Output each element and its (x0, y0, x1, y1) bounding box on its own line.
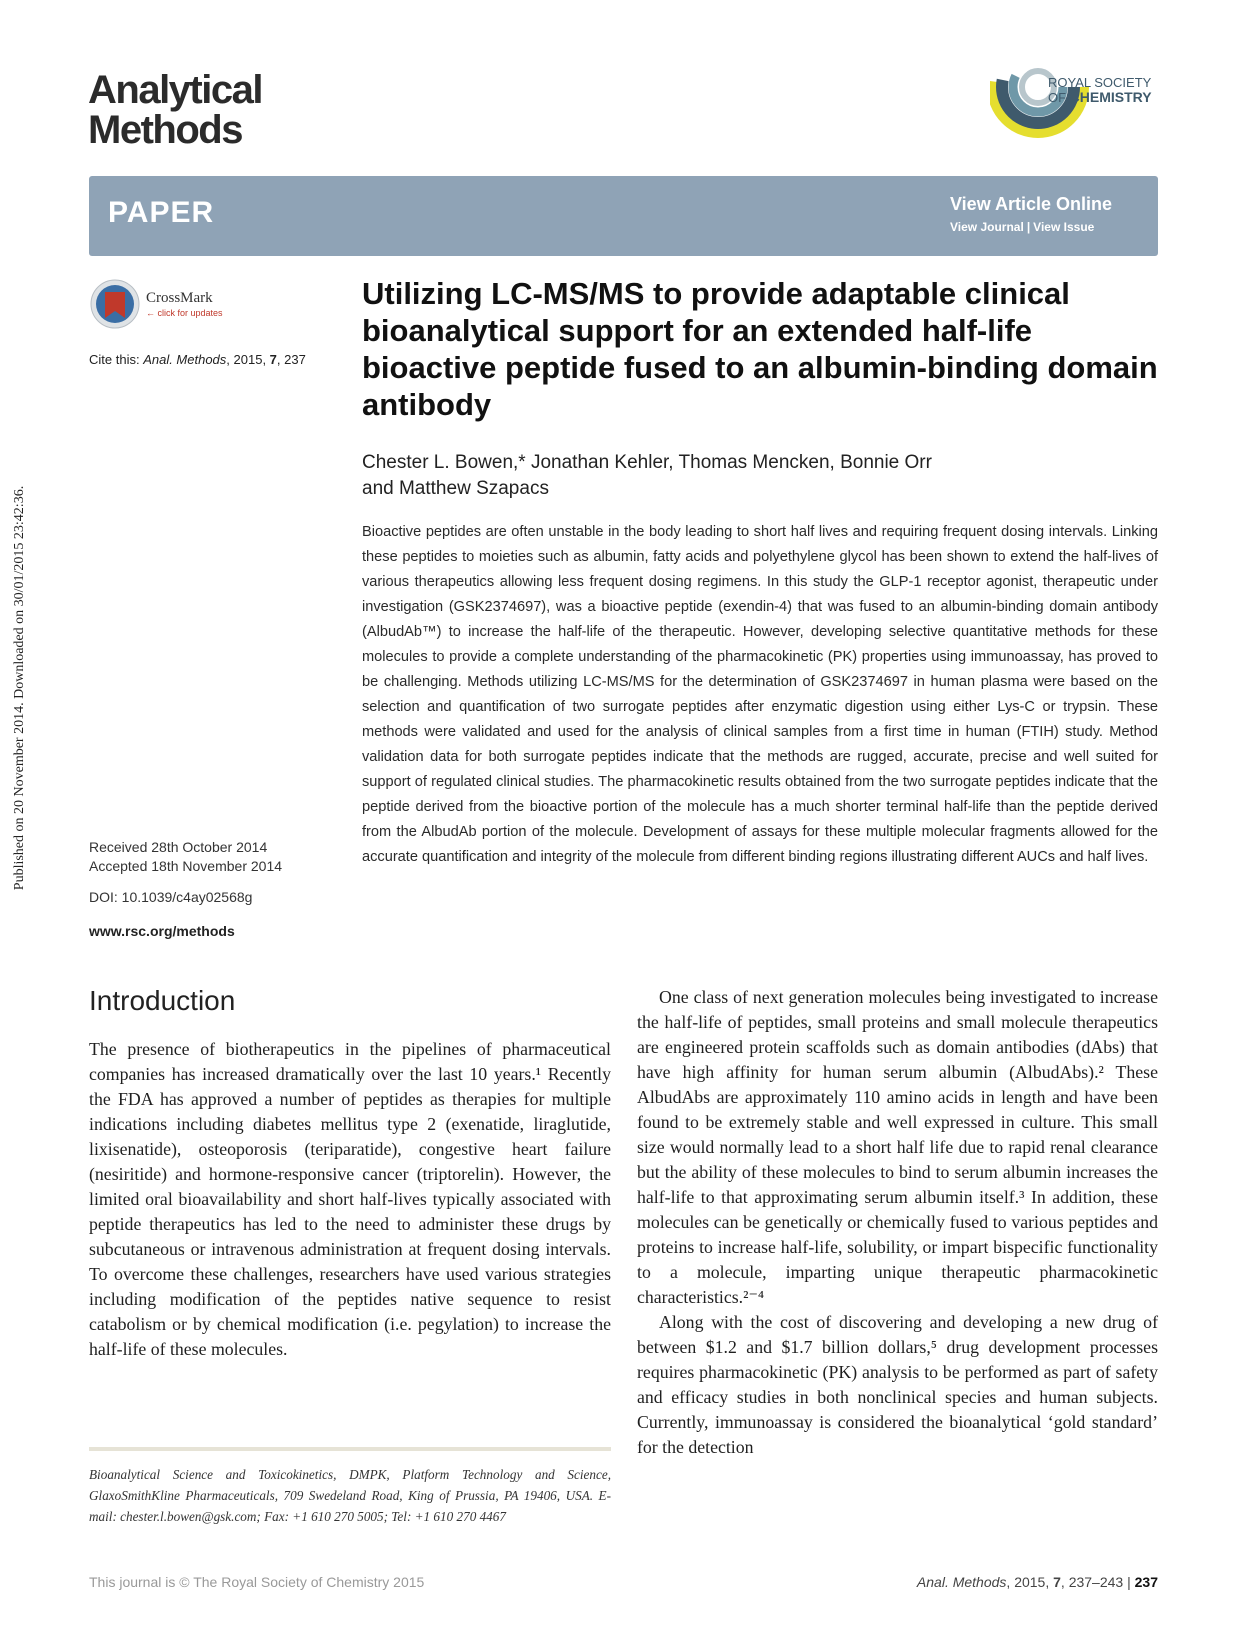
author-list (362, 450, 1142, 502)
publication-stamp: Published on 20 November 2014. Downloaded on 30/01/2015 23:42:36. (12, 485, 27, 891)
footer-pages: , 237–243 (1060, 1574, 1124, 1590)
footer-volume: 7 (1053, 1574, 1061, 1590)
cite-volume: 7 (269, 352, 277, 367)
authors-line2: and Matthew Szapacs (362, 478, 549, 499)
article-title: Utilizing LC-MS/MS to provide adaptable clinical bioanalytical support for an extended half-life bioactive peptide fused to an albumin-binding domain antibody (362, 276, 1158, 422)
rsc-line2-chemistry: CHEMISTRY (1069, 89, 1152, 105)
crossmark-label[interactable]: CrossMark (146, 290, 213, 306)
article-type: PAPER (108, 196, 215, 229)
journal-url[interactable]: www.rsc.org/methods (89, 923, 235, 939)
doi[interactable]: DOI: 10.1039/c4ay02568g (89, 889, 253, 905)
accepted-date: Accepted 18th November 2014 (89, 858, 283, 874)
body-column-right (637, 985, 1158, 1460)
journal-logo (88, 70, 262, 150)
cite-this (89, 352, 306, 367)
page-citation-footer (880, 1574, 1158, 1590)
intro-paragraph-1: The presence of biotherapeutics in the pipelines of pharmaceutical companies has increased dramatically over the last 10 years.¹ Recently the FDA has approved a number of peptides as therapies for multiple indications including diabetes mellitus type 2 (exenatide, liraglutide, lixisenatide), osteoporosis (teriparatide), congestive heart failure (nesiritide) and hormone-responsive cancer (triptorelin). However, the limited oral bioavailability and short half-lives typically associated with peptide therapeutics has led to the need to administer these drugs by subcutaneous or intravenous administration at frequent dosing intervals. To overcome these challenges, researchers have used various strategies including modification of the peptides native sequence to resist catabolism or by chemical modification (i.e. pegylation) to increase the half-life of these molecules. (89, 1039, 611, 1359)
cite-prefix: Cite this: (89, 352, 144, 367)
authors-line1: Chester L. Bowen,* Jonathan Kehler, Thomas Mencken, Bonnie Orr (362, 452, 932, 473)
crossmark-icon[interactable] (89, 278, 141, 330)
rsc-line1: ROYAL SOCIETY (1048, 75, 1152, 90)
affiliation-divider (89, 1447, 611, 1451)
intro-paragraph-2: One class of next generation molecules being investigated to increase the half-life of peptides, small proteins and small molecule therapeutics are engineered protein scaffolds such as domain antibodies (dAbs) that have high affinity for human serum albumin (AlbudAbs).² These AlbudAbs are approximately 110 amino acids in length and have been found to be extremely stable and well expressed in culture. This small size would normally lead to a short half life due to rapid renal clearance but the ability of these molecules to bind to serum albumin increases the half-life to that approximating serum albumin itself.³ In addition, these molecules can be genetically or chemically fused to various peptides and proteins to increase half-life, solubility, or impart bispecific functionality to a molecule, imparting unique therapeutic pharmacokinetic characteristics.²⁻⁴ (637, 987, 1158, 1307)
banner-separator: | (1026, 220, 1031, 234)
article-dates (89, 838, 282, 876)
article-banner (89, 176, 1158, 256)
view-article-online-link[interactable]: View Article Online (950, 194, 1113, 214)
journal-name-line2: Methods (88, 108, 242, 152)
intro-paragraph-3: Along with the cost of discovering and developing a new drug of between $1.2 and $1.7 billion dollars,⁵ drug development processes requires pharmacokinetic (PK) analysis to be performed as part of safety and efficacy studies in both nonclinical species and human subjects. Currently, immunoassay is considered the bioanalytical ‘gold standard’ for the detection (637, 1312, 1158, 1457)
rsc-line2-of: OF (1048, 90, 1070, 105)
crossmark-sub[interactable]: ← click for updates (146, 308, 223, 318)
rsc-wordmark (1048, 76, 1152, 105)
abstract: Bioactive peptides are often unstable in the body leading to short half lives and requiring frequent dosing intervals. Linking these peptides to moieties such as albumin, fatty acids and polyethylene glycol has been shown to extend the half-lives of various therapeutics allowing less frequent dosing regimens. In this study the GLP-1 receptor agonist, therapeutic under investigation (GSK2374697), was a bioactive peptide (exendin-4) that was fused to an albumin-binding domain antibody (AlbudAb™) to increase the half-life of the therapeutic. However, developing selective quantitative methods for these molecules to provide a complete understanding of the pharmacokinetic (PK) properties using immunoassay, has proved to be challenging. Methods utilizing LC-MS/MS for the determination of GSK2374697 in human plasma were based on the selection and quantification of two surrogate peptides after enzymatic digestion using either Lys-C or trypsin. These methods were validated and used for the analysis of clinical samples from a first time in human (FTIH) study. Method validation data for both surrogate peptides indicate that the methods are rugged, accurate, precise and well suited for support of regulated clinical studies. The pharmacokinetic results obtained from the two surrogate peptides indicate that the peptide derived from the bioactive portion of the molecule has a much shorter terminal half-life than the peptide derived from the AlbudAb portion of the molecule. Development of assays for these multiple molecular fragments allowed for the accurate quantification and integrity of the molecule from different binding regions illustrating different AUCs and half lives. (362, 524, 1158, 865)
cite-rest: , 2015, (226, 352, 270, 367)
view-journal-link[interactable]: View Journal (950, 220, 1024, 234)
author-affiliation: Bioanalytical Science and Toxicokinetics, DMPK, Platform Technology and Science, GlaxoSmithKline Pharmaceuticals, 709 Swedeland Road, King of Prussia, PA 19406, USA. E-mail: chester.l.bowen@gsk.com; Fax: +1 610 270 5005; Tel: +1 610 270 4467 (89, 1467, 611, 1524)
footer-journal: Anal. Methods (916, 1574, 1007, 1590)
received-date: Received 28th October 2014 (89, 839, 268, 855)
journal-name-line1: Analytical (88, 68, 262, 112)
footer-separator: | (1123, 1574, 1135, 1590)
page-number: 237 (1134, 1574, 1158, 1590)
footer-year: , 2015, (1006, 1574, 1054, 1590)
copyright-footer: This journal is © The Royal Society of Chemistry 2015 (89, 1574, 425, 1590)
cite-page: , 237 (276, 352, 306, 367)
banner-sub-links (950, 220, 1094, 234)
section-heading-introduction: Introduction (89, 985, 236, 1016)
view-issue-link[interactable]: View Issue (1033, 220, 1095, 234)
cite-journal: Anal. Methods (143, 352, 227, 367)
body-column-left (89, 1037, 611, 1362)
